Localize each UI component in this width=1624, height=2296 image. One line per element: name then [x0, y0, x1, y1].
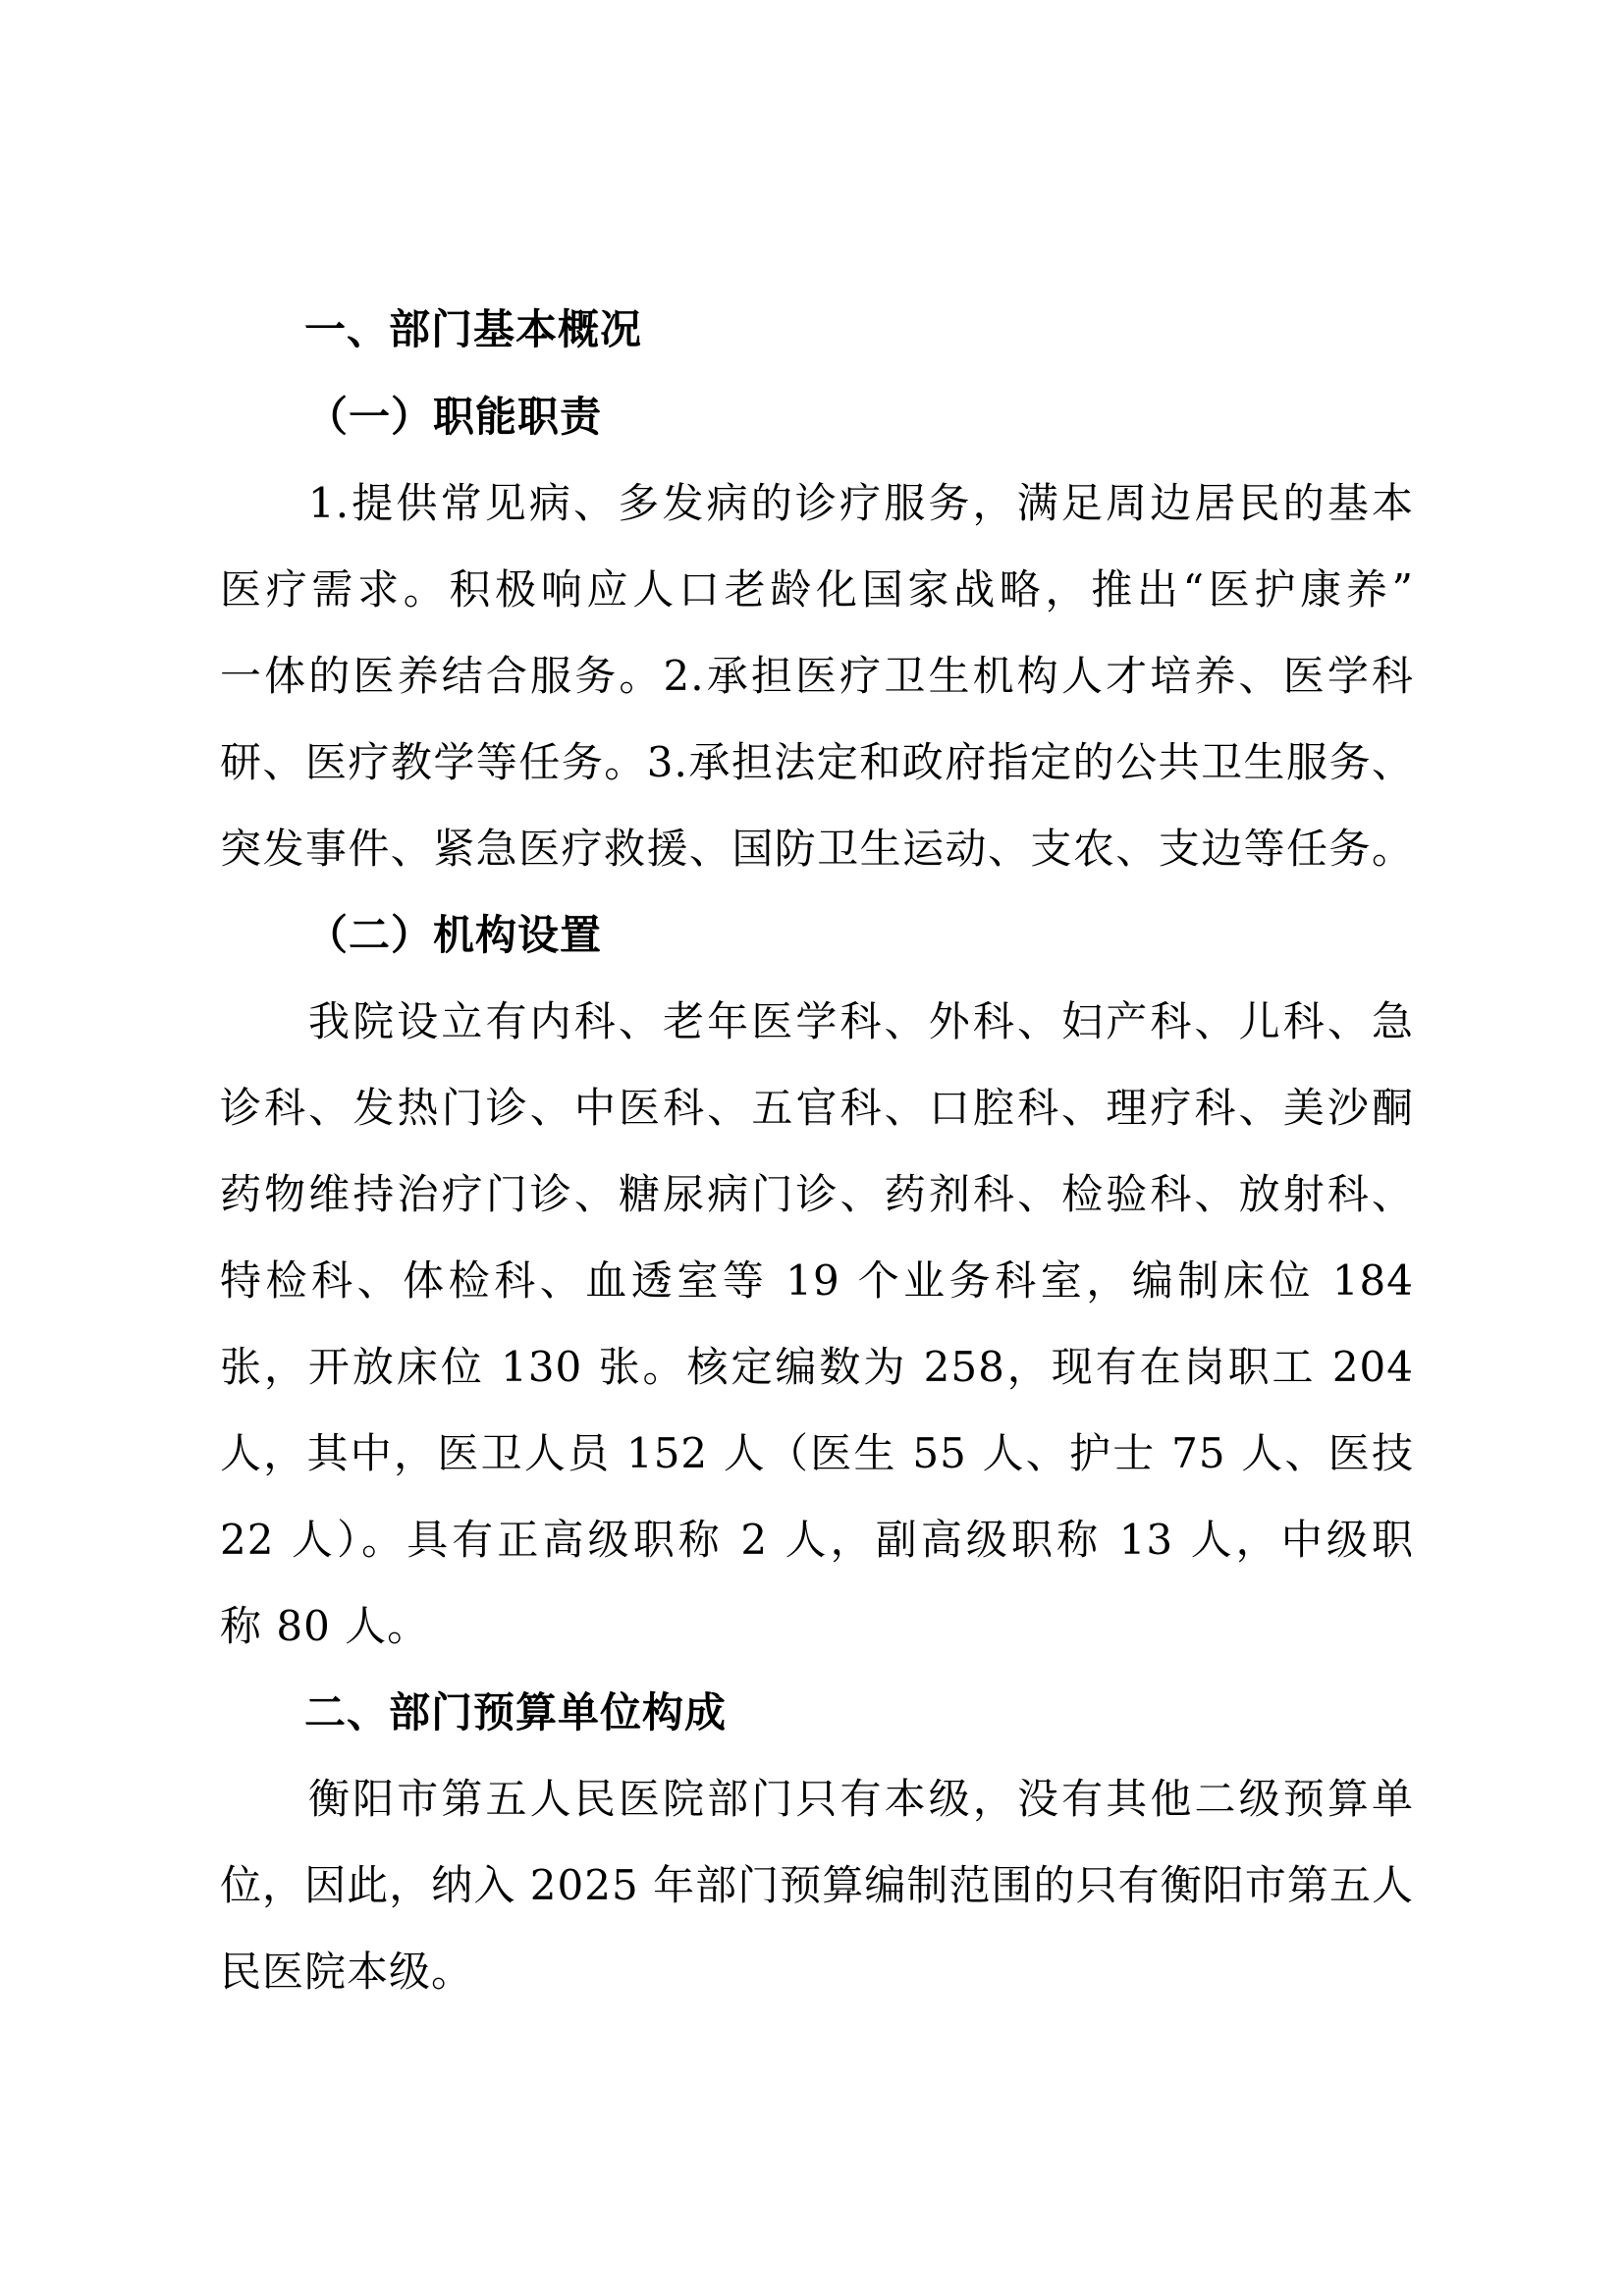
paragraph-line: 一体的医养结合服务。2.承担医疗卫生机构人才培养、医学科	[220, 652, 1414, 700]
section-heading-budget-units: 二、部门预算单位构成	[304, 1688, 728, 1736]
paragraph-line: 张，开放床位 130 张。核定编数为 258，现有在岗职工 204	[220, 1343, 1414, 1391]
paragraph-line: 22 人）。具有正高级职称 2 人，副高级职称 13 人，中级职	[220, 1516, 1414, 1564]
section-heading-basic-overview: 一、部门基本概况	[304, 305, 643, 353]
paragraph-line: 研、医疗教学等任务。3.承担法定和政府指定的公共卫生服务、	[220, 738, 1414, 786]
paragraph-line: 称 80 人。	[220, 1602, 430, 1650]
subsection-heading-functions: （一）职能职责	[306, 393, 603, 441]
subsection-heading-organization: （二）机构设置	[306, 911, 603, 959]
paragraph-line: 民医院本级。	[220, 1948, 474, 1996]
paragraph-line: 衡阳市第五人民医院部门只有本级，没有其他二级预算单	[308, 1775, 1414, 1823]
paragraph-line: 突发事件、紧急医疗救援、国防卫生运动、支农、支边等任务。	[220, 825, 1414, 873]
paragraph-line: 1.提供常见病、多发病的诊疗服务，满足周边居民的基本	[308, 479, 1414, 527]
paragraph-line: 诊科、发热门诊、中医科、五官科、口腔科、理疗科、美沙酮	[220, 1084, 1414, 1132]
paragraph-line: 人，其中，医卫人员 152 人（医生 55 人、护士 75 人、医技	[220, 1429, 1414, 1477]
paragraph-line: 特检科、体检科、血透室等 19 个业务科室，编制床位 184	[220, 1256, 1414, 1305]
paragraph-line: 医疗需求。积极响应人口老龄化国家战略，推出“医护康养”	[220, 565, 1414, 614]
paragraph-line: 位，因此，纳入 2025 年部门预算编制范围的只有衡阳市第五人	[220, 1861, 1414, 1909]
paragraph-line: 我院设立有内科、老年医学科、外科、妇产科、儿科、急	[308, 997, 1414, 1045]
paragraph-line: 药物维持治疗门诊、糖尿病门诊、药剂科、检验科、放射科、	[220, 1170, 1414, 1218]
